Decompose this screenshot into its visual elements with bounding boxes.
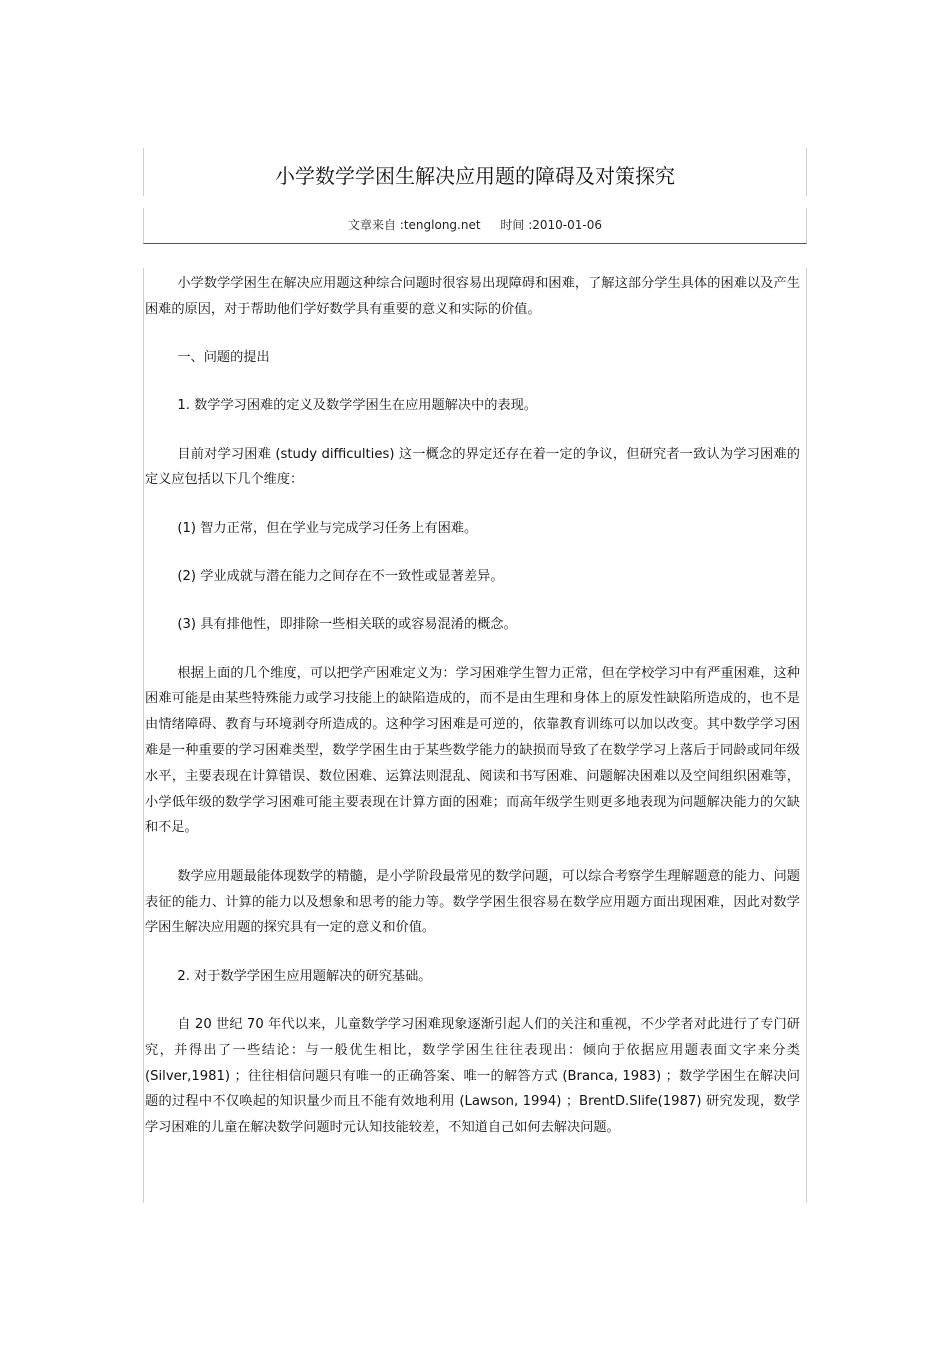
list-item: (1) 智力正常，但在学业与完成学习任务上有困难。 [177,520,478,536]
list-item: (2) 学业成就与潜在能力之间存在不一致性或显著差异。 [177,569,504,585]
section-heading: 一、问题的提出 [177,350,270,366]
paragraph-dimensions: 根据上面的几个维度，可以把学产困难定义为：学习困难学生智力正常，但在学校学习中有严重困难，这种困难可能是由某些特殊能力或学习技能上的缺陷造成的，而不是由生理和身体上的原发性缺陷所造成的，也不是由情绪障碍、教育与环境剥夺所造成的。这种学习困难是可逆的，依靠教育训练可以加以改变。其中数学学习困难是一种重要的学习困难类型，数学学困生由于某些数学能力的缺损而导致了在数学学习上落后于同龄或同年级水平，主要表现在计算错误、数位困难、运算法则混乱、阅读和书写困难、问题解决困难以及空间组织困难等，小学低年级的数学学习困难可能主要表现在计算方面的困难；而高年级学生则更多地表现为问题解决能力的欠缺和不足。 [145,665,800,836]
paragraph-intro: 小学数学学困生在解决应用题这种综合问题时很容易出现障碍和困难，了解这部分学生具体的困难以及产生困难的原因，对于帮助他们学好数学具有重要的意义和实际的价值。 [145,276,800,317]
article-body [145,271,800,1141]
paragraph-application: 数学应用题最能体现数学的精髓，是小学阶段最常见的数学问题，可以综合考察学生理解题意的能力、问题表征的能力、计算的能力以及想象和思考的能力等。数学学困生很容易在数学应用题方面出现困难，因此对数学学困生解决应用题的探究具有一定的意义和价值。 [145,868,800,936]
subsection-heading: 2. 对于数学学困生应用题解决的研究基础。 [177,968,432,984]
article-time: 时间 :2010-01-06 [500,218,602,232]
paragraph-definition: 目前对学习困难 (study difficulties) 这一概念的界定还存在着一定的争议，但研究者一致认为学习困难的定义应包括以下几个维度： [145,446,800,488]
subsection-heading: 1. 数学学习困难的定义及数学学困生在应用题解决中的表现。 [177,398,537,414]
article-title: 小学数学学困生解决应用题的障碍及对策探究 [275,164,675,188]
list-item: (3) 具有排他性，即排除一些相关联的或容易混淆的概念。 [177,617,517,633]
article-source: 文章来自 :tenglong.net [347,218,481,232]
paragraph-research: 自 20 世纪 70 年代以来，儿童数学学习困难现象逐渐引起人们的关注和重视，不少学者对此进行了专门研究，并得出了一些结论：与一般优生相比，数学学困生往往表现出：倾向于依据应用题表面文字来分类 (Silver,1981) ；往往相信问题只有唯一的正确答案、唯一的解答方式 (Branca, 1983) ；数学学困生在解决问题的过程中不仅唤起的知识量少而且不能有效地利用 (Lawson, 1994) ；BrentD.Slife(1987) 研究发现，数学学习困难的儿童在解决数学问题时元认知技能较差，不知道自己如何去解决问题。 [145,1016,800,1136]
article-meta [0,216,950,233]
